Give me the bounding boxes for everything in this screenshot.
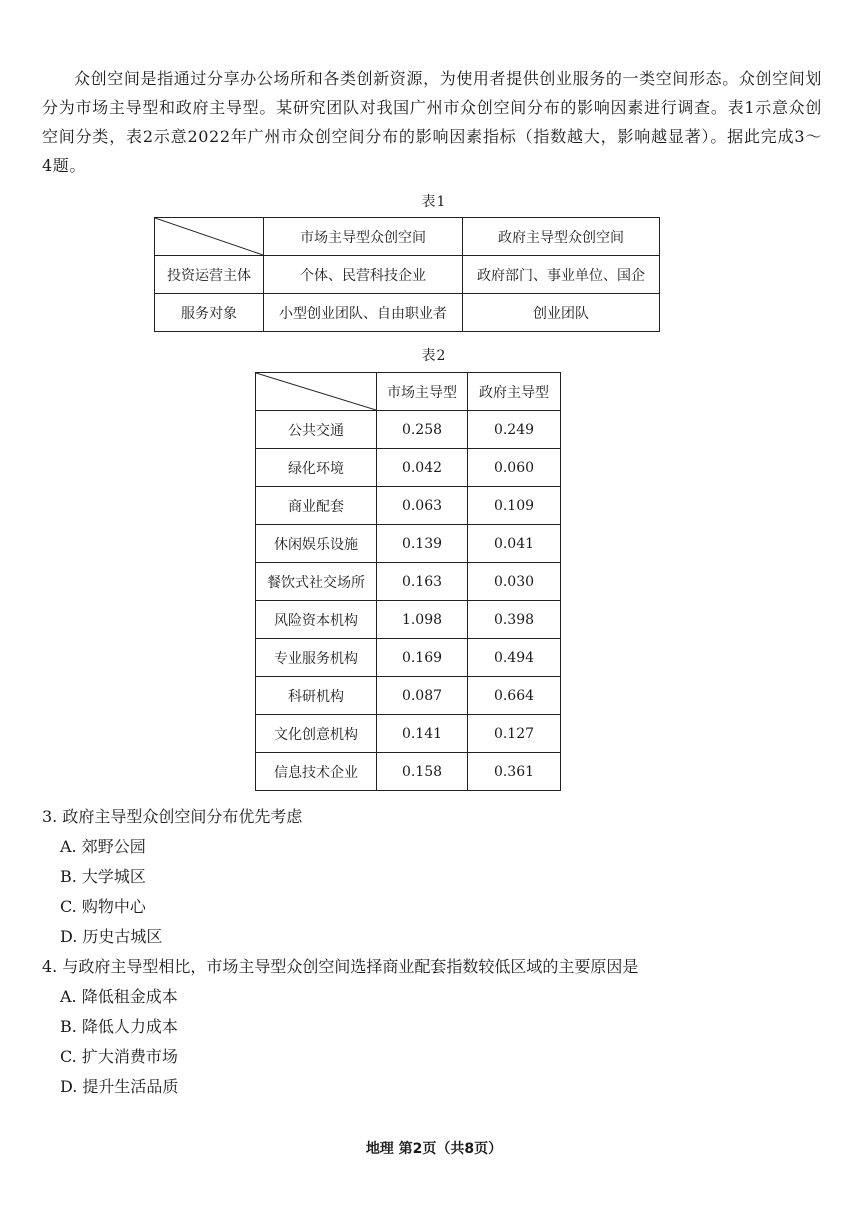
cell-market: 0.258: [377, 411, 468, 449]
table2: [255, 372, 561, 791]
table1-header-gov: 政府主导型众创空间: [463, 218, 660, 256]
cell-gov: 创业团队: [463, 294, 660, 332]
intro-passage: [42, 64, 822, 180]
cell-market: 小型创业团队、自由职业者: [264, 294, 463, 332]
cell-gov: 0.060: [468, 449, 561, 487]
table1-corner-cell: [155, 218, 264, 256]
cell-market: 0.042: [377, 449, 468, 487]
cell-market: 0.141: [377, 715, 468, 753]
option-d: D. 提升生活品质: [60, 1077, 179, 1096]
cell-market: 0.163: [377, 563, 468, 601]
table2-header-gov: 政府主导型: [468, 373, 561, 411]
cell-gov: 0.127: [468, 715, 561, 753]
table-row: [256, 487, 561, 525]
cell-gov: 0.494: [468, 639, 561, 677]
row-label: 专业服务机构: [256, 639, 377, 677]
questions-section: [42, 802, 832, 1102]
row-label: 休闲娱乐设施: [256, 525, 377, 563]
option-c: C. 扩大消费市场: [60, 1047, 178, 1066]
option-d: D. 历史古城区: [60, 927, 163, 946]
table2-header-row: [256, 373, 561, 411]
row-label: 公共交通: [256, 411, 377, 449]
option-a: A. 郊野公园: [60, 837, 146, 856]
table1: [154, 217, 660, 332]
row-label: 投资运营主体: [155, 256, 264, 294]
cell-market: 0.063: [377, 487, 468, 525]
table-row: [256, 411, 561, 449]
row-label: 科研机构: [256, 677, 377, 715]
table1-header-row: [155, 218, 660, 256]
row-label: 信息技术企业: [256, 753, 377, 791]
intro-text: 众创空间是指通过分享办公场所和各类创新资源，为使用者提供创业服务的一类空间形态。众创空间划分为市场主导型和政府主导型。某研究团队对我国广州市众创空间分布的影响因素进行调查。表1示意众创空间分类，表2示意2022年广州市众创空间分布的影响因素指标（指数越大，影响越显著）。据此完成3～4题。: [42, 69, 822, 175]
row-label: 服务对象: [155, 294, 264, 332]
cell-market: 0.139: [377, 525, 468, 563]
option-a: A. 降低租金成本: [60, 987, 178, 1006]
table1-caption: 表1: [421, 194, 447, 210]
question-stem: 4. 与政府主导型相比，市场主导型众创空间选择商业配套指数较低区域的主要原因是: [42, 957, 639, 976]
diagonal-line: [256, 373, 376, 410]
cell-market: 个体、民营科技企业: [264, 256, 463, 294]
table-row: [256, 677, 561, 715]
row-label: 餐饮式社交场所: [256, 563, 377, 601]
table-row: [256, 601, 561, 639]
row-label: 绿化环境: [256, 449, 377, 487]
cell-gov: 0.041: [468, 525, 561, 563]
cell-gov: 0.361: [468, 753, 561, 791]
table-row: [256, 753, 561, 791]
table-row: [256, 449, 561, 487]
table1-header-market: 市场主导型众创空间: [264, 218, 463, 256]
cell-market: 0.087: [377, 677, 468, 715]
table-row: [256, 639, 561, 677]
cell-gov: 0.109: [468, 487, 561, 525]
option-b: B. 大学城区: [60, 867, 146, 886]
row-label: 商业配套: [256, 487, 377, 525]
cell-gov: 0.664: [468, 677, 561, 715]
cell-gov: 0.030: [468, 563, 561, 601]
cell-market: 0.169: [377, 639, 468, 677]
table-row: [155, 294, 660, 332]
table-row: [155, 256, 660, 294]
cell-gov: 0.249: [468, 411, 561, 449]
page-footer: 地理 第2页（共8页）: [365, 1141, 503, 1157]
row-label: 风险资本机构: [256, 601, 377, 639]
question-stem: 3. 政府主导型众创空间分布优先考虑: [42, 807, 303, 826]
cell-gov: 0.398: [468, 601, 561, 639]
table2-header-market: 市场主导型: [377, 373, 468, 411]
table2-corner-cell: [256, 373, 377, 411]
cell-market: 1.098: [377, 601, 468, 639]
option-b: B. 降低人力成本: [60, 1017, 178, 1036]
diagonal-line: [155, 218, 263, 255]
table-row: [256, 563, 561, 601]
cell-gov: 政府部门、事业单位、国企: [463, 256, 660, 294]
option-c: C. 购物中心: [60, 897, 146, 916]
table-row: [256, 715, 561, 753]
row-label: 文化创意机构: [256, 715, 377, 753]
cell-market: 0.158: [377, 753, 468, 791]
table2-caption: 表2: [421, 348, 447, 364]
table-row: [256, 525, 561, 563]
